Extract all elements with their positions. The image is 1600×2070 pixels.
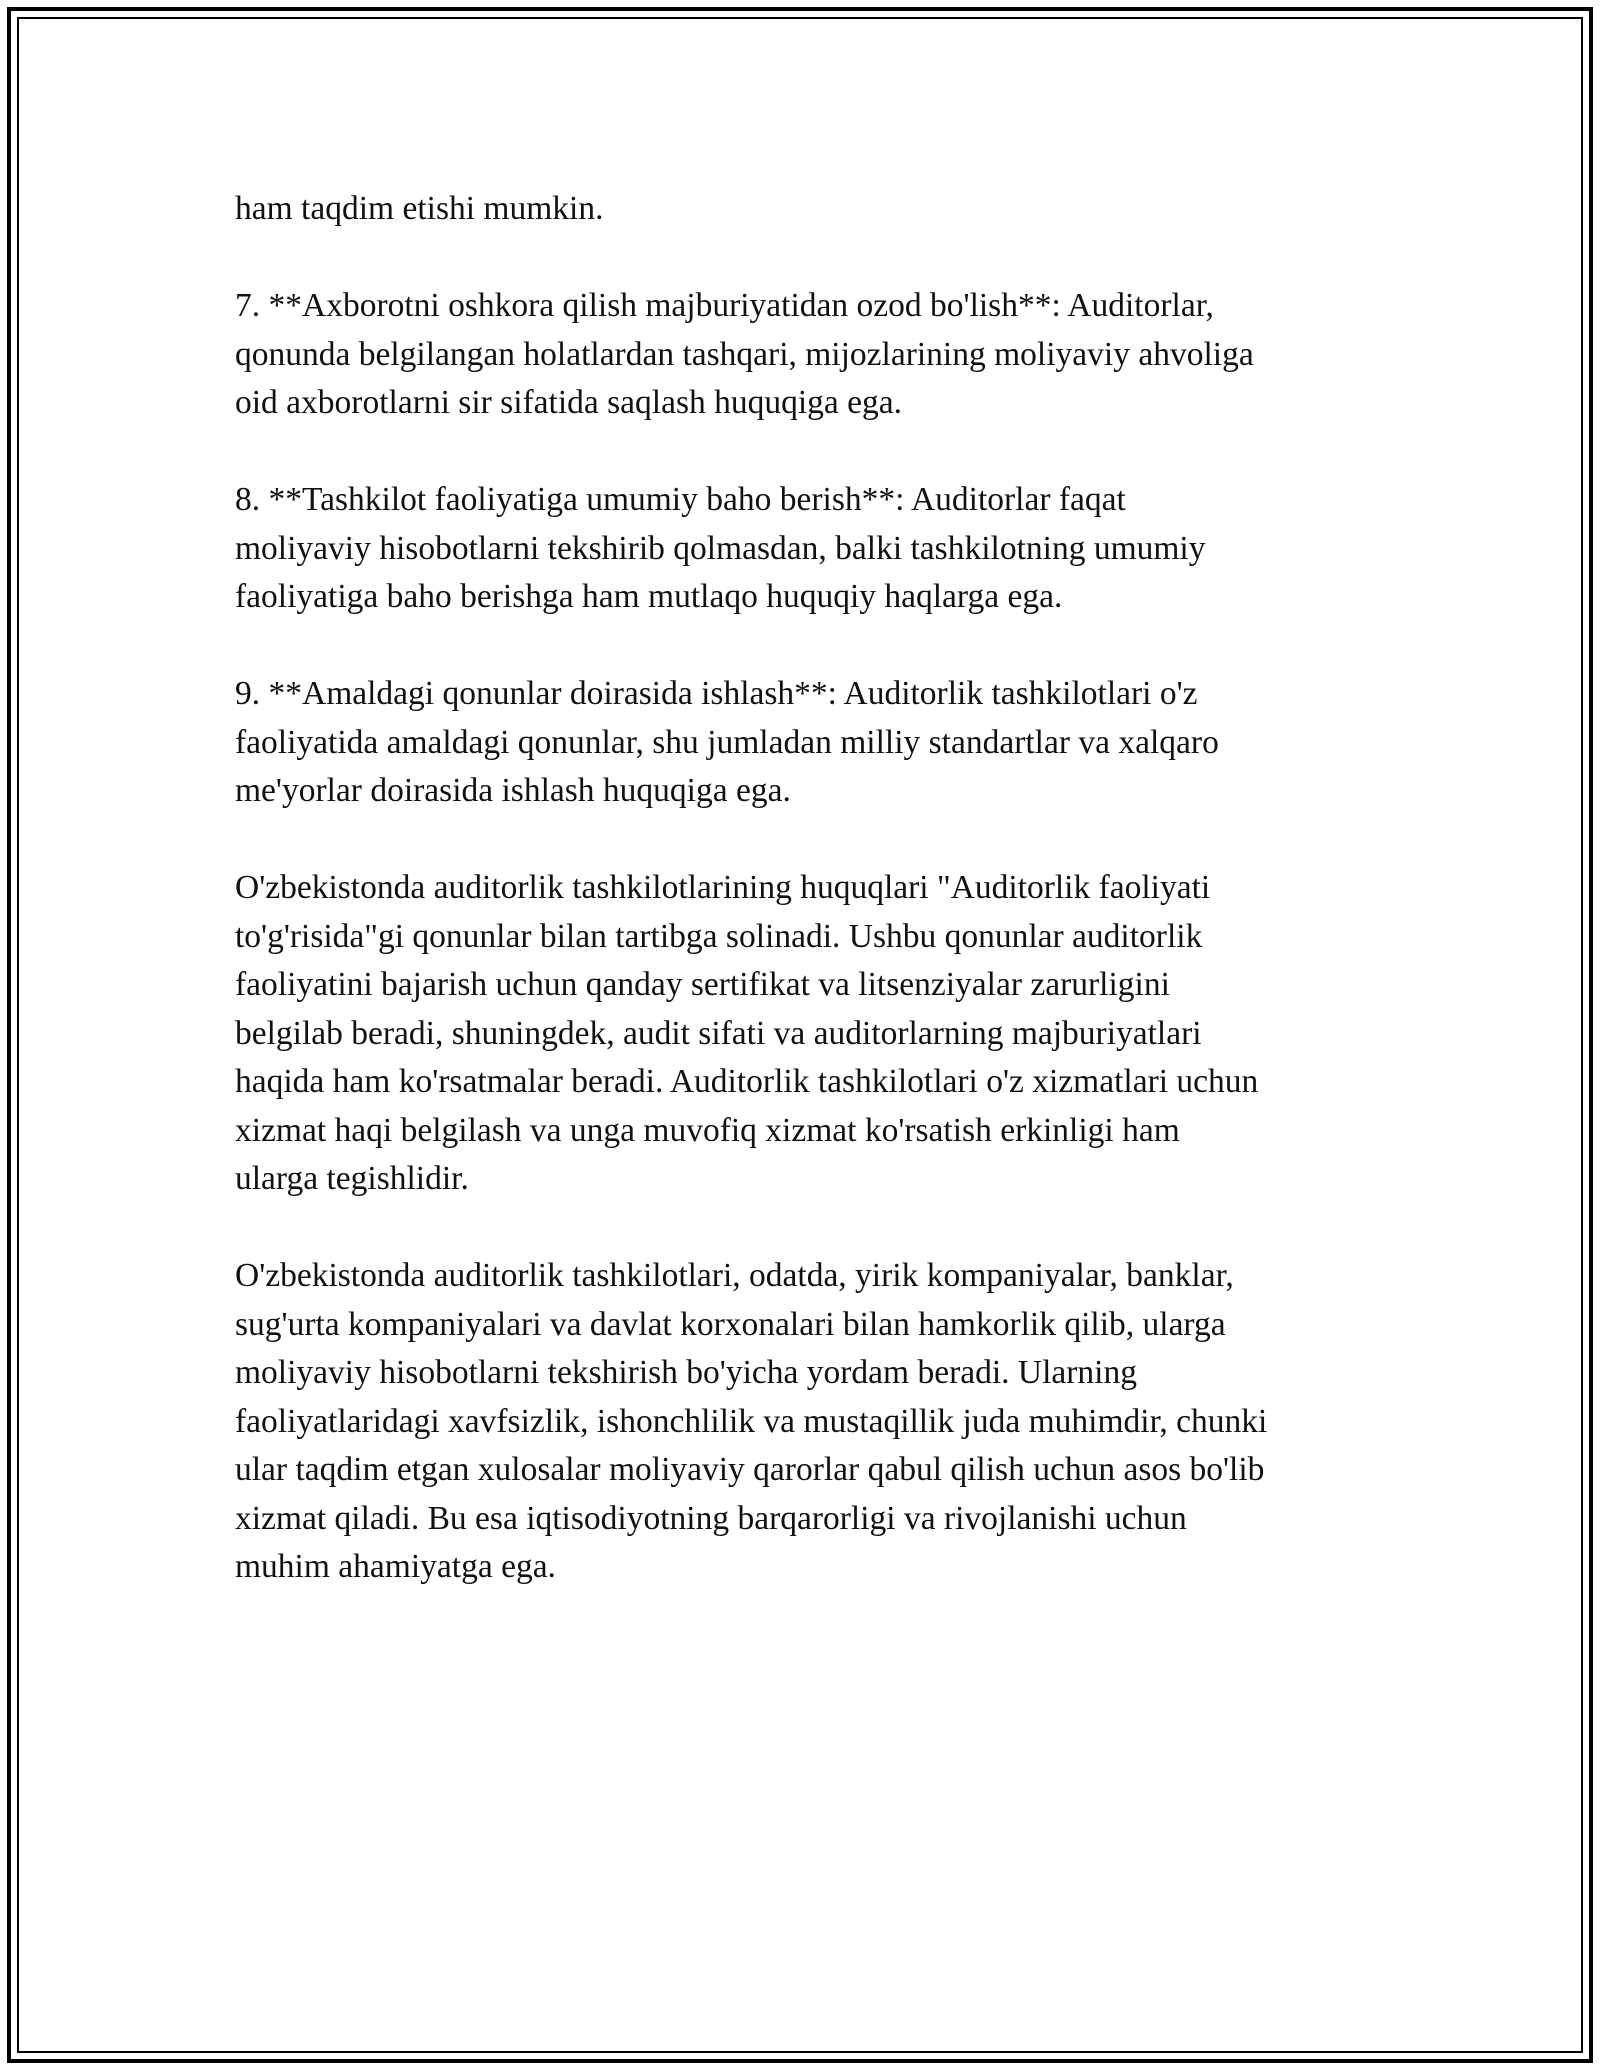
text-line: qonunda belgilangan holatlardan tashqari, mijozlarining moliyaviy ahvoliga bbox=[235, 335, 1254, 373]
paragraph-item-8 bbox=[235, 476, 1380, 622]
text-line: muhim ahamiyatga ega. bbox=[235, 1548, 556, 1585]
text-line: faoliyatiga baho berishga ham mutlaqo huquqiy haqlarga ega. bbox=[235, 578, 1063, 615]
text-line: O'zbekistonda auditorlik tashkilotlari, odatda, yirik kompaniyalar, banklar, bbox=[235, 1257, 1234, 1294]
text-line: belgilab beradi, shuningdek, audit sifati va auditorlarning majburiyatlari bbox=[235, 1014, 1202, 1052]
text-line: 9. **Amaldagi qonunlar doirasida ishlash**: Auditorlik tashkilotlari o'z bbox=[235, 675, 1198, 712]
paragraph-item-7 bbox=[235, 282, 1380, 428]
document-body bbox=[235, 185, 1380, 1640]
text-line: faoliyatini bajarish uchun qanday sertifikat va litsenziyalar zarurligini bbox=[235, 966, 1170, 1003]
text-line: me'yorlar doirasida ishlash huquqiga ega. bbox=[235, 772, 791, 809]
text-line: 7. **Axborotni oshkora qilish majburiyatidan ozod bo'lish**: Auditorlar, bbox=[235, 287, 1214, 324]
text-line: faoliyatlaridagi xavfsizlik, ishonchlilik va mustaqillik juda muhimdir, chunki bbox=[235, 1402, 1268, 1440]
text-line: moliyaviy hisobotlarni tekshirib qolmasdan, balki tashkilotning umumiy bbox=[235, 529, 1206, 567]
paragraph-continuation bbox=[235, 185, 1380, 234]
paragraph-cooperation bbox=[235, 1252, 1380, 1592]
text-line: xizmat qiladi. Bu esa iqtisodiyotning barqarorligi va rivojlanishi uchun bbox=[235, 1499, 1187, 1537]
text-line: faoliyatida amaldagi qonunlar, shu jumladan milliy standartlar va xalqaro bbox=[235, 723, 1219, 761]
text-line: sug'urta kompaniyalari va davlat korxonalari bilan hamkorlik qilib, ularga bbox=[235, 1305, 1226, 1343]
paragraph-regulation bbox=[235, 864, 1380, 1204]
text-line: oid axborotlarni sir sifatida saqlash huquqiga ega. bbox=[235, 384, 903, 421]
text-line: ularga tegishlidir. bbox=[235, 1160, 469, 1197]
text-line: xizmat haqi belgilash va unga muvofiq xizmat ko'rsatish erkinligi ham bbox=[235, 1111, 1180, 1149]
paragraph-item-9 bbox=[235, 670, 1380, 816]
text-line: ham taqdim etishi mumkin. bbox=[235, 190, 604, 227]
text-line: O'zbekistonda auditorlik tashkilotlarining huquqlari "Auditorlik faoliyati bbox=[235, 869, 1211, 906]
text-line: haqida ham ko'rsatmalar beradi. Auditorlik tashkilotlari o'z xizmatlari uchun bbox=[235, 1063, 1259, 1100]
text-line: moliyaviy hisobotlarni tekshirish bo'yicha yordam beradi. Ularning bbox=[235, 1354, 1137, 1391]
text-line: to'g'risida"gi qonunlar bilan tartibga solinadi. Ushbu qonunlar auditorlik bbox=[235, 917, 1203, 955]
text-line: 8. **Tashkilot faoliyatiga umumiy baho berish**: Auditorlar faqat bbox=[235, 481, 1126, 518]
text-line: ular taqdim etgan xulosalar moliyaviy qarorlar qabul qilish uchun asos bo'lib bbox=[235, 1451, 1265, 1488]
